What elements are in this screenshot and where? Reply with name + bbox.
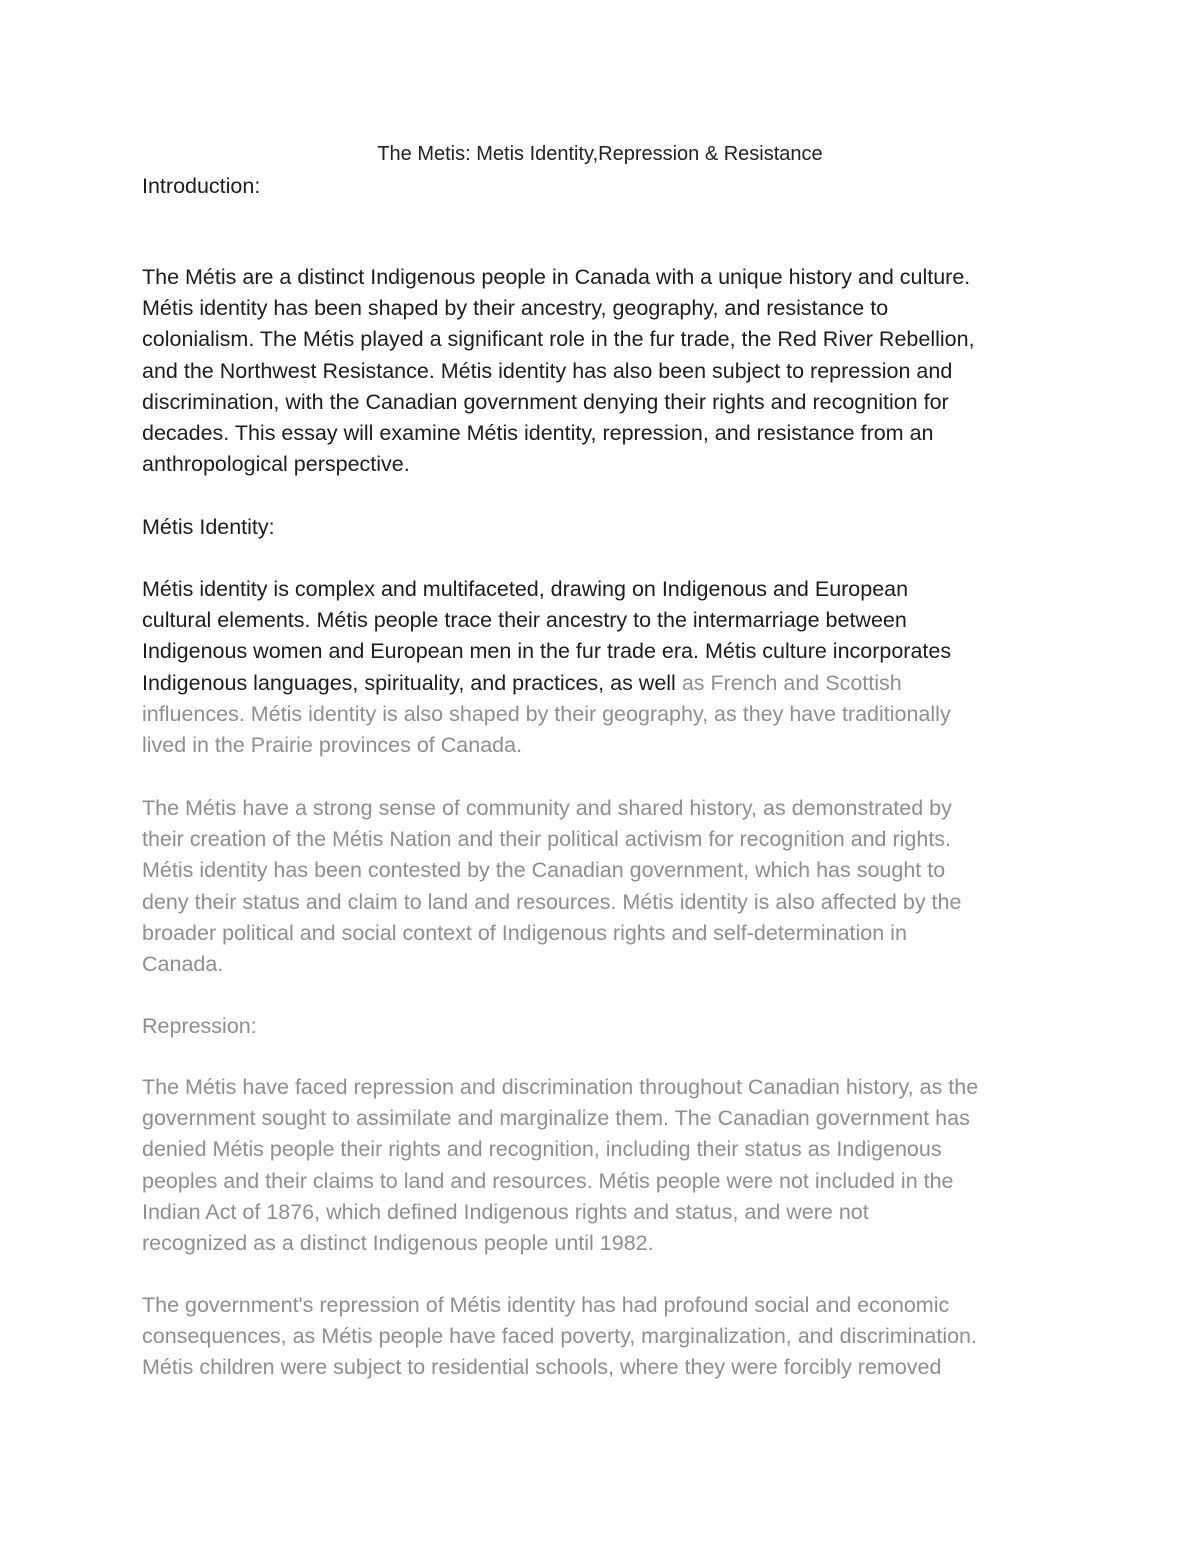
paragraph-line: Canada. [142, 952, 224, 977]
paragraph-line: Métis identity has been shaped by their ancestry, geography, and resistance to [142, 296, 889, 321]
paragraph-line-split [142, 668, 1062, 699]
paragraph-line: The Métis are a distinct Indigenous people in Canada with a unique history and culture. [142, 265, 971, 289]
paragraph-line: broader political and social context of Indigenous rights and self-determination in [142, 920, 907, 945]
intro-paragraph [142, 262, 1062, 480]
paragraph-line: influences. Métis identity is also shaped by their geography, as they have traditionally [142, 701, 951, 726]
paragraph-line: recognized as a distinct Indigenous people until 1982. [142, 1231, 654, 1256]
paragraph-line: lived in the Prairie provinces of Canada. [142, 733, 523, 758]
repression-paragraph-2 [142, 1290, 1062, 1384]
paragraph-line: their creation of the Métis Nation and their political activism for recognition and rights. [142, 827, 952, 852]
paragraph-line: denied Métis people their rights and recognition, including their status as Indigenous [142, 1137, 942, 1162]
dark-text-segment: Indigenous languages, spirituality, and practices, as well [142, 670, 682, 695]
paragraph-line: peoples and their claims to land and resources. Métis people were not included in the [142, 1168, 954, 1193]
repression-heading [142, 1011, 1062, 1042]
paragraph-line: consequences, as Métis people have faced poverty, marginalization, and discrimination. [142, 1324, 977, 1349]
repression-heading-text: Repression: [142, 1014, 257, 1038]
document-title: The Metis: Metis Identity,Repression & Resistance [377, 143, 823, 165]
intro-heading [142, 171, 1062, 202]
paragraph-line: The Métis have faced repression and discrimination throughout Canadian history, as the [142, 1075, 979, 1099]
identity-paragraph-2 [142, 793, 1062, 980]
paragraph-line: colonialism. The Métis played a significant role in the fur trade, the Red River Rebellion, [142, 327, 975, 352]
paragraph-line: Métis identity is complex and multifaceted, drawing on Indigenous and European [142, 577, 909, 601]
paragraph-line: The Métis have a strong sense of community and shared history, as demonstrated by [142, 796, 952, 820]
identity-heading-text: Métis Identity: [142, 515, 275, 539]
repression-paragraph-1 [142, 1072, 1062, 1259]
paragraph-line: discrimination, with the Canadian government denying their rights and recognition for [142, 389, 949, 414]
paragraph-line: The government's repression of Métis identity has had profound social and economic [142, 1293, 950, 1317]
paragraph-line: Métis children were subject to residential schools, where they were forcibly removed [142, 1355, 942, 1380]
paragraph-line: Indian Act of 1876, which defined Indigenous rights and status, and were not [142, 1199, 869, 1224]
paragraph-line: cultural elements. Métis people trace their ancestry to the intermarriage between [142, 608, 907, 633]
paragraph-line: and the Northwest Resistance. Métis identity has also been subject to repression and [142, 358, 953, 383]
paragraph-line: Indigenous women and European men in the fur trade era. Métis culture incorporates [142, 639, 952, 664]
paragraph-line: decades. This essay will examine Métis identity, repression, and resistance from an [142, 421, 934, 446]
paragraph-line: government sought to assimilate and marginalize them. The Canadian government has [142, 1106, 970, 1131]
paragraph-line: Métis identity has been contested by the Canadian government, which has sought to [142, 858, 946, 883]
faded-text-segment: as French and Scottish [681, 670, 902, 695]
identity-heading [142, 512, 1062, 543]
paragraph-line: anthropological perspective. [142, 452, 410, 477]
paragraph-line: deny their status and claim to land and resources. Métis identity is also affected by the [142, 889, 962, 914]
identity-paragraph-1 [142, 574, 1062, 761]
intro-heading-text: Introduction: [142, 174, 261, 198]
